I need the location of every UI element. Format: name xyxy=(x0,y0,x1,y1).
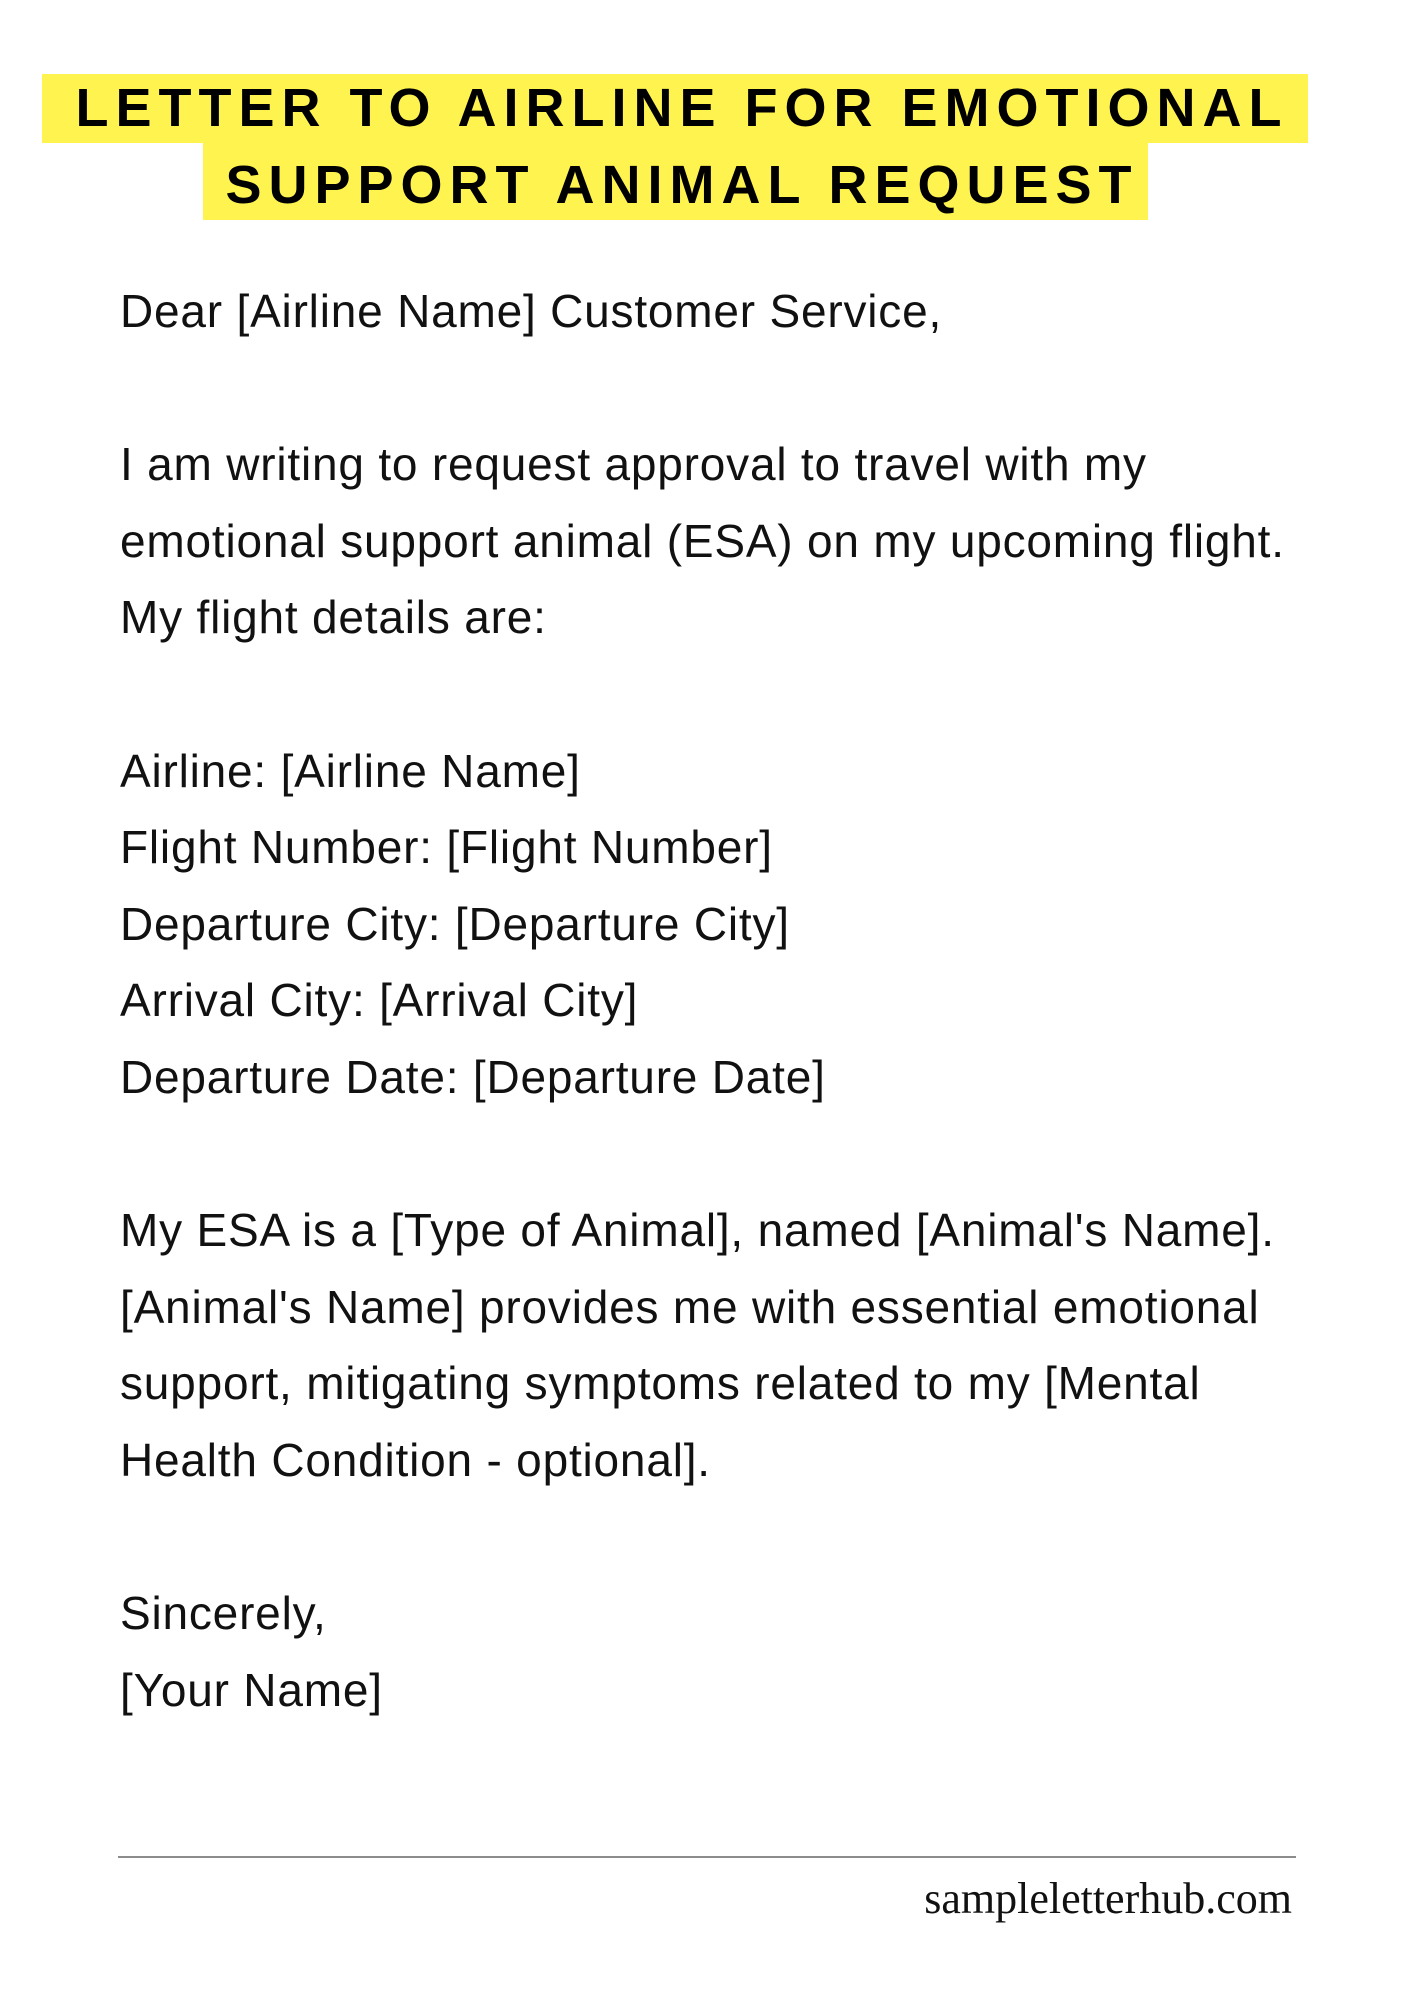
flight-detail-flight-number: Flight Number: [Flight Number] xyxy=(120,821,773,874)
blank-line xyxy=(120,1499,1340,1576)
blank-line xyxy=(120,1116,1340,1193)
flight-detail-arrival-city: Arrival City: [Arrival City] xyxy=(120,974,639,1027)
paragraph-1-line: I am writing to request approval to travel with my xyxy=(120,438,1147,491)
flight-detail-departure-date: Departure Date: [Departure Date] xyxy=(120,1050,826,1103)
flight-detail-departure-city: Departure City: [Departure City] xyxy=(120,897,790,950)
paragraph-2-line: My ESA is a [Type of Animal], named [Animal's Name]. xyxy=(120,1204,1275,1257)
paragraph-2-line: [Animal's Name] provides me with essential emotional xyxy=(120,1280,1260,1333)
salutation: Dear [Airline Name] Customer Service, xyxy=(120,285,943,337)
paragraph-2-line: Health Condition - optional]. xyxy=(120,1433,711,1486)
page-title-line-1: LETTER TO AIRLINE FOR EMOTIONAL xyxy=(75,78,1289,138)
footer-divider xyxy=(118,1856,1296,1858)
closing: Sincerely, xyxy=(120,1587,327,1640)
signature: [Your Name] xyxy=(120,1663,383,1716)
letter-body xyxy=(120,273,1340,1728)
paragraph-1-line: emotional support animal (ESA) on my upcoming flight. xyxy=(120,514,1285,567)
flight-detail-airline: Airline: [Airline Name] xyxy=(120,744,581,797)
blank-line xyxy=(120,656,1340,733)
footer-site-name: sampleletterhub.com xyxy=(924,1874,1292,1923)
blank-line xyxy=(120,350,1340,427)
paragraph-1-line: My flight details are: xyxy=(120,591,547,644)
paragraph-2-line: support, mitigating symptoms related to my [Mental xyxy=(120,1357,1201,1410)
page-title-line-2: SUPPORT ANIMAL REQUEST xyxy=(225,155,1139,215)
